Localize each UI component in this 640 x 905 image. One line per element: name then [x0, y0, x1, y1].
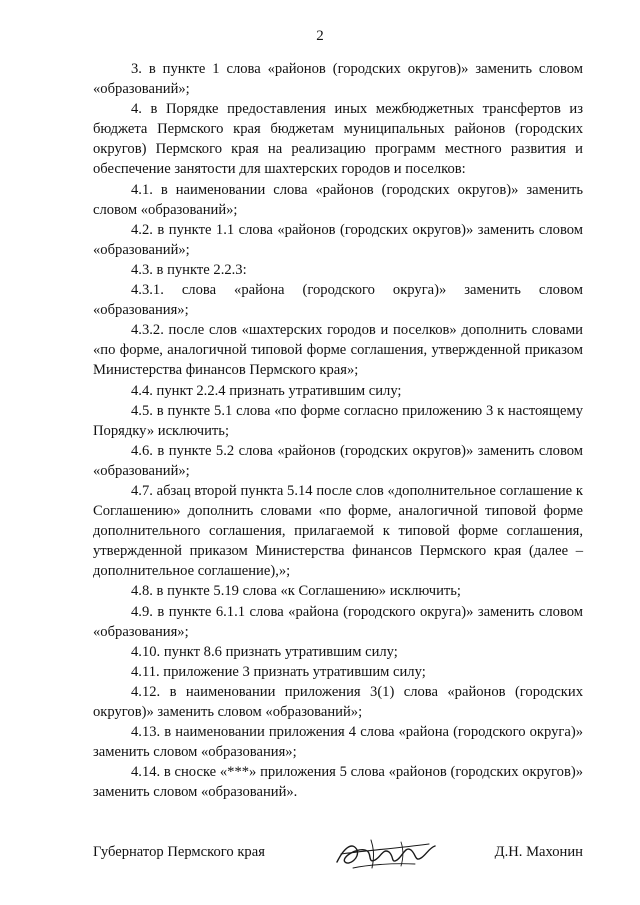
- signatory-position: Губернатор Пермского края: [93, 844, 265, 860]
- handwritten-signature: [331, 832, 441, 876]
- paragraph-4-10: 4.10. пункт 8.6 признать утратившим силу;: [131, 643, 398, 660]
- page-number: 2: [316, 28, 324, 44]
- paragraph-4-6: 4.6. в пункте 5.2 слова «районов (городских округов)» заменить словом «образований»;: [93, 442, 583, 479]
- paragraph-4-3: 4.3. в пункте 2.2.3:: [131, 261, 247, 278]
- paragraph-4-9: 4.9. в пункте 6.1.1 слова «района (городского округа)» заменить словом «образования»;: [93, 603, 583, 640]
- document-body: [93, 59, 583, 802]
- paragraph-4: 4. в Порядке предоставления иных межбюджетных трансфертов из бюджета Пермского края бюджетам муниципальных районов (городских округов) Пермского края на реализацию программ местного развития и обеспечение занятости для шахтерских городов и поселков:: [93, 101, 583, 178]
- paragraph-4-5: 4.5. в пункте 5.1 слова «по форме согласно приложению 3 к настоящему Порядку» исключить;: [93, 402, 583, 439]
- paragraph-4-12: 4.12. в наименовании приложения 3(1) слова «районов (городских округов)» заменить словом «образований»;: [93, 683, 583, 720]
- signature-block: [93, 838, 583, 878]
- paragraph-4-4: 4.4. пункт 2.2.4 признать утратившим силу;: [131, 382, 402, 399]
- paragraph-4-1: 4.1. в наименовании слова «районов (городских округов)» заменить словом «образований»;: [93, 181, 583, 218]
- paragraph-4-13: 4.13. в наименовании приложения 4 слова «района (городского округа)» заменить словом «образования»;: [93, 724, 583, 761]
- paragraph-4-14: 4.14. в сноске «***» приложения 5 слова «районов (городских округов)» заменить словом «образований».: [93, 764, 583, 801]
- paragraph-4-7: 4.7. абзац второй пункта 5.14 после слов «дополнительное соглашение к Соглашению» дополнить словами «по форме, аналогичной типовой форме дополнительного соглашения, прилагаемой к типовой форме соглашения, утвержденной приказом Министерства финансов Пермского края (далее – дополнительное соглашение),»;: [93, 482, 583, 580]
- paragraph-4-3-2: 4.3.2. после слов «шахтерских городов и поселков» дополнить словами «по форме, аналогичной типовой форме соглашения, утвержденной приказом Министерства финансов Пермского края»;: [93, 322, 583, 379]
- paragraph-4-11: 4.11. приложение 3 признать утратившим силу;: [131, 663, 426, 680]
- signatory-name: Д.Н. Махонин: [494, 844, 583, 860]
- paragraph-4-3-1: 4.3.1. слова «района (городского округа)» заменить словом «образования»;: [93, 282, 583, 319]
- paragraph-3: 3. в пункте 1 слова «районов (городских округов)» заменить словом «образований»;: [93, 61, 583, 98]
- paragraph-4-2: 4.2. в пункте 1.1 слова «районов (городских округов)» заменить словом «образований»;: [93, 221, 583, 258]
- paragraph-4-8: 4.8. в пункте 5.19 слова «к Соглашению» исключить;: [131, 583, 461, 600]
